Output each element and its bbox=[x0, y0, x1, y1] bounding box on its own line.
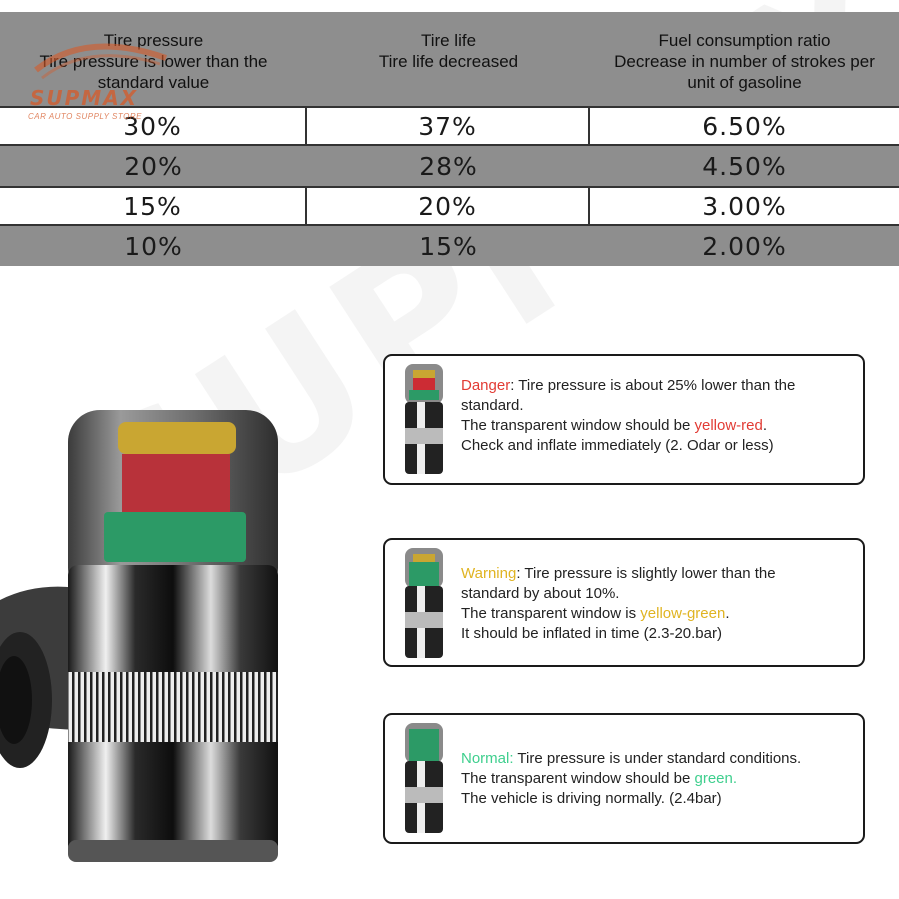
table-cell: 15% bbox=[0, 188, 307, 224]
warning-card bbox=[383, 538, 865, 667]
valve-green-icon bbox=[399, 721, 449, 837]
logo-subtext: CAR AUTO SUPPLY STORE bbox=[28, 112, 142, 121]
normal-label: Normal: bbox=[461, 750, 514, 767]
warning-text: Warning: Tire pressure is slightly lower than the standard by about 10%. The transparent window is yellow-green. It should be inflated in time (2.3-20.bar) bbox=[461, 565, 776, 642]
danger-card bbox=[383, 354, 865, 485]
table-cell: 2.00% bbox=[702, 231, 787, 261]
table-row bbox=[0, 226, 899, 266]
table-cell: 3.00% bbox=[702, 191, 787, 221]
header-fuel-consumption: Fuel consumption ratio Decrease in number of strokes per unit of gasoline bbox=[614, 31, 875, 92]
normal-text: Normal: Tire pressure is under standard conditions. The transparent window should be green. The vehicle is driving normally. (2.4bar) bbox=[461, 750, 802, 807]
danger-label: Danger bbox=[461, 377, 511, 394]
table-cell: 28% bbox=[419, 151, 478, 181]
table-cell: 6.50% bbox=[702, 111, 787, 141]
valve-cap-illustration bbox=[0, 400, 300, 870]
danger-text: Danger: Tire pressure is about 25% lower than the standard. The transparent window should be yellow-red. Check and inflate immediately (2. Odar or less) bbox=[461, 377, 796, 454]
table-cell: 37% bbox=[307, 108, 590, 144]
table-row bbox=[0, 186, 899, 226]
table-cell: 10% bbox=[124, 231, 183, 261]
table-row bbox=[0, 146, 899, 186]
table-cell: 30% bbox=[0, 108, 307, 144]
header-tire-pressure: Tire pressure Tire pressure is lower than the standard value bbox=[39, 31, 268, 92]
table-cell: 15% bbox=[419, 231, 478, 261]
valve-yellow-icon bbox=[399, 546, 449, 662]
table-cell: 20% bbox=[124, 151, 183, 181]
header-tire-life: Tire life Tire life decreased bbox=[378, 31, 519, 71]
table-cell: 20% bbox=[307, 188, 590, 224]
valve-red-icon bbox=[399, 362, 449, 478]
normal-card bbox=[383, 713, 865, 844]
table-cell: 4.50% bbox=[702, 151, 787, 181]
logo-text: SUPMAX bbox=[30, 86, 139, 110]
warning-label: Warning bbox=[461, 565, 517, 582]
